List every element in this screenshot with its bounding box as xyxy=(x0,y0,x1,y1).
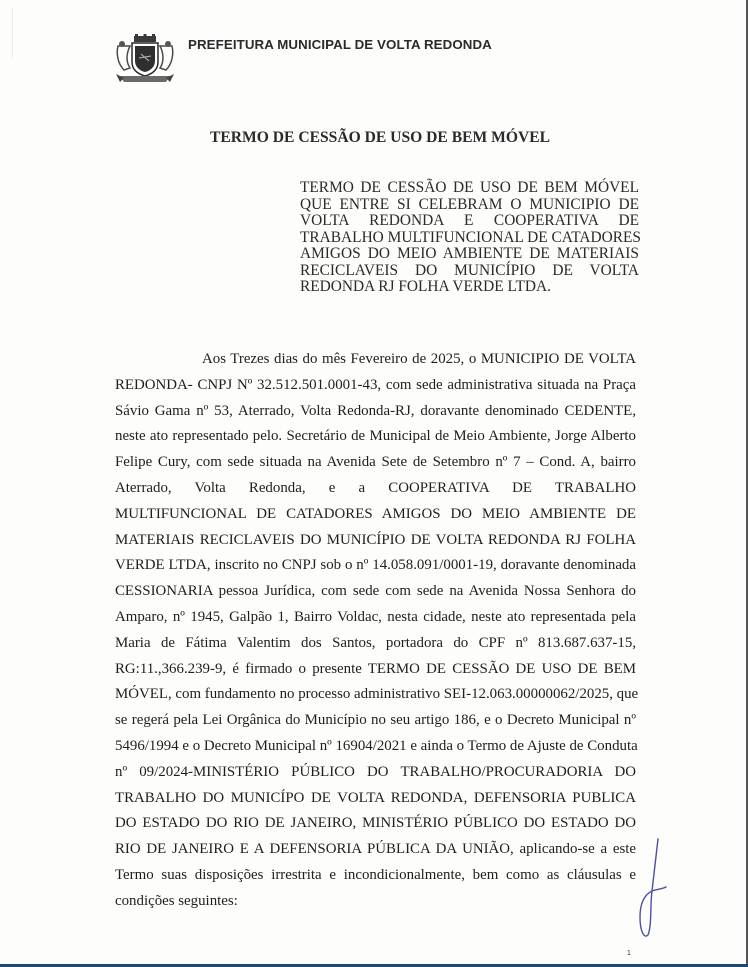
body-line: Sávio Gama nº 53, Aterrado, Volta Redonda-RJ, doravante denominado CEDENTE, xyxy=(115,402,636,419)
body-line: TRABALHO DO MUNICÍPO DE VOLTA REDONDA, DEFENSORIA PUBLICA xyxy=(115,789,636,806)
body-line: condições seguintes: xyxy=(115,892,238,909)
ementa-line: REDONDA RJ FOLHA VERDE LTDA. xyxy=(300,278,551,295)
ementa-block xyxy=(300,180,639,296)
body-line: MATERIAIS RECICLAVEIS DO MUNICÍPIO DE VOLTA REDONDA RJ FOLHA xyxy=(115,531,636,548)
body-line: CESSIONARIA pessoa Jurídica, com sede com sede na Avenida Nossa Senhora do xyxy=(115,583,636,600)
ementa-line: RECICLAVEIS DO MUNICÍPIO DE VOLTA xyxy=(300,261,639,279)
body-line: DO ESTADO DO RIO DE JANEIRO, MINISTÉRIO PÚBLICO DO ESTADO DO xyxy=(115,815,636,832)
body-line: Termo suas disposições irrestrita e incondicionalmente, bem como as cláusulas e xyxy=(115,866,636,883)
body-line: VERDE LTDA, inscrito no CNPJ sob o nº 14.058.091/0001-19, doravante denominada xyxy=(115,557,636,574)
body-line: se regerá pela Lei Orgânica do Município no seu artigo 186, e o Decreto Municipal nº xyxy=(115,712,636,729)
body-line: Aos Trezes dias do mês Fevereiro de 2025, o MUNICIPIO DE VOLTA xyxy=(202,351,636,367)
page-number: 1 xyxy=(627,950,631,957)
body-line: Felipe Cury, com sede situada na Avenida Sete de Setembro nº 7 – Cond. A, bairro xyxy=(115,454,636,471)
ementa-line: VOLTA REDONDA E COOPERATIVA DE xyxy=(300,212,639,229)
body-line: Amparo, nº 1945, Galpão 1, Bairro Voldac, nesta cidade, neste ato representada pela xyxy=(115,608,636,625)
body-line: nº 09/2024-MINISTÉRIO PÚBLICO DO TRABALHO/PROCURADORIA DO xyxy=(115,763,636,780)
scan-artifact xyxy=(12,8,13,58)
body-line: MULTIFUNCIONAL DE CATADORES AMIGOS DO MEIO AMBIENTE DE xyxy=(115,505,636,522)
ementa-line: TERMO DE CESSÃO DE USO DE BEM MÓVEL xyxy=(300,179,639,196)
body-line: RIO DE JANEIRO E A DEFENSORIA PÚBLICA DA UNIÃO, aplicando-se a este xyxy=(115,841,636,858)
body-line: MÓVEL, com fundamento no processo administrativo SEI-12.063.00000062/2025, que xyxy=(115,686,639,703)
body-line: 5496/1994 e o Decreto Municipal nº 16904/2021 e ainda o Termo de Ajuste de Conduta xyxy=(115,737,638,754)
document-title: TERMO DE CESSÃO DE USO DE BEM MÓVEL xyxy=(209,129,551,146)
body-paragraph xyxy=(115,347,639,915)
signature-initial-icon xyxy=(630,835,680,945)
coat-of-arms-icon xyxy=(114,34,176,84)
body-line: Maria de Fátima Valentim dos Santos, portadora do CPF nº 813.687.637-15, xyxy=(115,634,636,651)
ementa-line: TRABALHO MULTIFUNCIONAL DE CATADORES xyxy=(300,228,641,246)
body-line: Aterrado, Volta Redonda, e a COOPERATIVA DE TRABALHO xyxy=(115,479,636,496)
body-line: neste ato representado pelo. Secretário de Municipal de Meio Ambiente, Jorge Alberto xyxy=(115,428,636,445)
ementa-line: AMIGOS DO MEIO AMBIENTE DE MATERIAIS xyxy=(300,245,639,262)
organization-name: PREFEITURA MUNICIPAL DE VOLTA REDONDA xyxy=(188,37,492,52)
body-line: RG:11.,366.239-9, é firmado o presente TERMO DE CESSÃO DE USO DE BEM xyxy=(115,660,636,677)
ementa-line: QUE ENTRE SI CELEBRAM O MUNICIPIO DE xyxy=(300,195,639,213)
body-line: REDONDA- CNPJ Nº 32.512.501.0001-43, com sede administrativa situada na Praça xyxy=(115,376,636,393)
